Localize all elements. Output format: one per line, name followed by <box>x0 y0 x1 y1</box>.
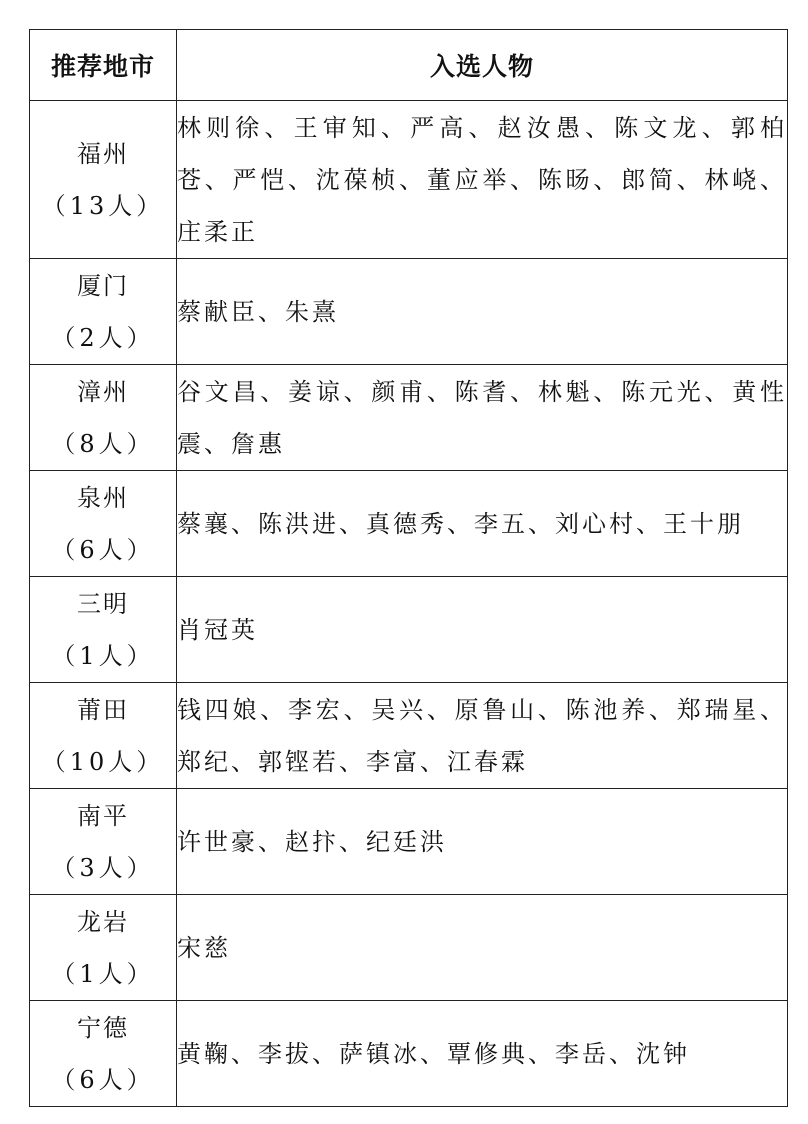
city-cell <box>30 101 177 259</box>
table-row <box>30 471 788 577</box>
people-cell: 许世豪、赵抃、纪廷洪 <box>177 789 788 895</box>
city-count: （1人） <box>51 641 155 670</box>
city-name: 三明 <box>77 589 129 618</box>
header-people: 入选人物 <box>177 30 788 101</box>
city-cell <box>30 1001 177 1107</box>
people-cell: 谷文昌、姜谅、颜甫、陈耆、林魁、陈元光、黄性震、詹惠 <box>177 365 788 471</box>
city-cell <box>30 683 177 789</box>
people-cell: 宋慈 <box>177 895 788 1001</box>
city-name: 福州 <box>77 139 129 168</box>
table-row <box>30 789 788 895</box>
city-cell <box>30 895 177 1001</box>
city-count: （13人） <box>41 191 165 220</box>
city-cell <box>30 471 177 577</box>
table-row <box>30 101 788 259</box>
city-name: 宁德 <box>77 1013 129 1042</box>
city-count: （10人） <box>41 747 165 776</box>
city-name: 南平 <box>77 801 129 830</box>
header-city: 推荐地市 <box>30 30 177 101</box>
city-name: 厦门 <box>77 271 129 300</box>
city-cell <box>30 259 177 365</box>
city-cell <box>30 365 177 471</box>
city-count: （6人） <box>51 1065 155 1094</box>
people-cell: 林则徐、王审知、严高、赵汝愚、陈文龙、郭柏苍、严恺、沈葆桢、董应举、陈旸、郎简、林峣、庄柔正 <box>177 101 788 259</box>
table-header-row <box>30 30 788 101</box>
city-name: 漳州 <box>77 377 129 406</box>
people-cell: 肖冠英 <box>177 577 788 683</box>
people-cell: 黄鞠、李拔、萨镇冰、覃修典、李岳、沈钟 <box>177 1001 788 1107</box>
recommended-figures-table <box>29 29 788 1107</box>
city-name: 莆田 <box>77 695 129 724</box>
city-cell <box>30 789 177 895</box>
people-cell: 蔡襄、陈洪进、真德秀、李五、刘心村、王十朋 <box>177 471 788 577</box>
city-count: （8人） <box>51 429 155 458</box>
city-count: （3人） <box>51 853 155 882</box>
people-cell: 蔡献臣、朱熹 <box>177 259 788 365</box>
table-row <box>30 365 788 471</box>
city-count: （6人） <box>51 535 155 564</box>
city-name: 龙岩 <box>77 907 129 936</box>
table-row <box>30 1001 788 1107</box>
table-row <box>30 895 788 1001</box>
table-row <box>30 577 788 683</box>
table-row <box>30 259 788 365</box>
city-name: 泉州 <box>77 483 129 512</box>
city-cell <box>30 577 177 683</box>
city-count: （2人） <box>51 323 155 352</box>
table-row <box>30 683 788 789</box>
city-count: （1人） <box>51 959 155 988</box>
people-cell: 钱四娘、李宏、吴兴、原鲁山、陈池养、郑瑞星、郑纪、郭铿若、李富、江春霖 <box>177 683 788 789</box>
